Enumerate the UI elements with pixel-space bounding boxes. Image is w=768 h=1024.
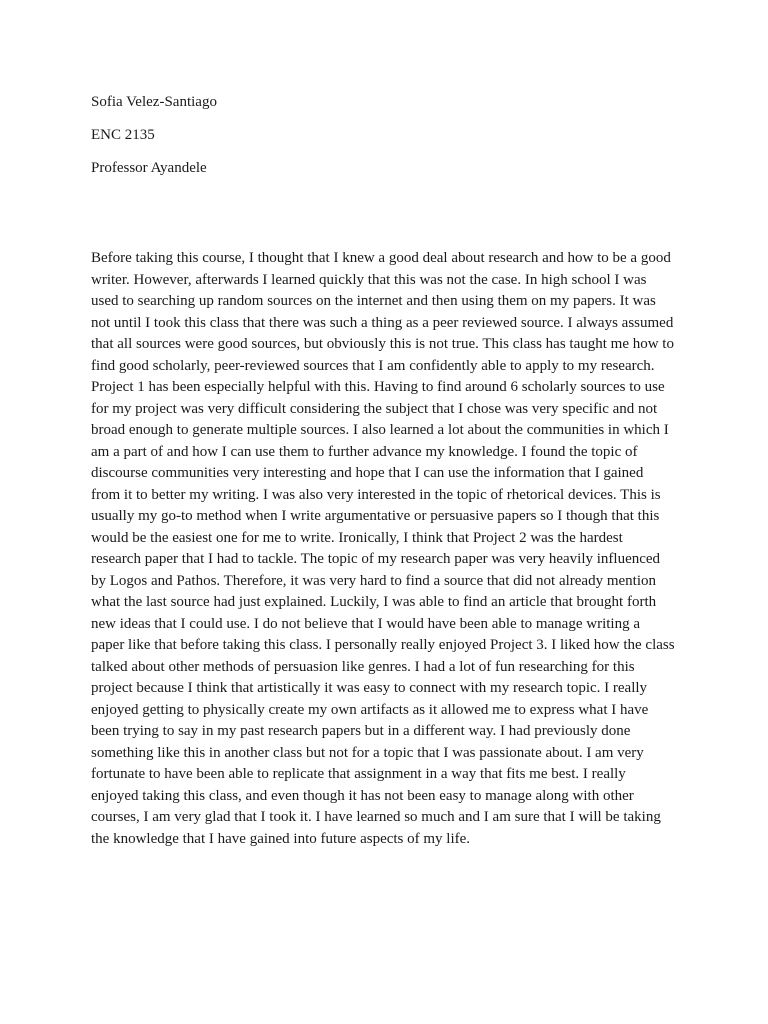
essay-line: Project 1 has been especially helpful with this. Having to find around 6 scholarly sources to use xyxy=(91,379,665,395)
essay-line: not until I took this class that there was such a thing as a peer reviewed source. I always assumed xyxy=(91,314,674,331)
essay-line: something like this in another class but not for a topic that I was passionate about. I am very xyxy=(91,744,644,761)
document-header xyxy=(91,94,217,193)
essay-line: am a part of and how I can use them to further advance my knowledge. I found the topic of xyxy=(91,443,638,460)
essay-line: used to searching up random sources on the internet and then using them on my papers. It was xyxy=(91,293,656,309)
essay-line: from it to better my writing. I was also very interested in the topic of rhetorical devices. This is xyxy=(91,486,661,503)
author-name: Sofia Velez-Santiago xyxy=(91,94,217,110)
essay-line: that all sources were good sources, but obviously this is not true. This class has taught me how to xyxy=(91,336,674,352)
essay-line: what the last source had just explained. Luckily, I was able to find an article that brought forth xyxy=(91,594,657,610)
essay-line: Before taking this course, I thought that I knew a good deal about research and how to be a good xyxy=(91,250,671,266)
essay-line: enjoyed taking this class, and even though it has not been easy to manage along with other xyxy=(91,787,634,804)
essay-line: writer. However, afterwards I learned quickly that this was not the case. In high school I was xyxy=(91,271,647,288)
essay-line: new ideas that I could use. I do not believe that I would have been able to manage writing a xyxy=(91,615,640,632)
essay-line: project because I think that artistically it was easy to connect with my research topic. I really xyxy=(91,680,648,696)
essay-line: find good scholarly, peer-reviewed sources that I am confidently able to apply to my research. xyxy=(91,357,655,374)
essay-line: talked about other methods of persuasion like genres. I had a lot of fun researching for this xyxy=(91,658,635,675)
essay-line: usually my go-to method when I write argumentative or persuasive papers so I though that this xyxy=(91,508,660,524)
professor-name: Professor Ayandele xyxy=(91,160,207,176)
essay-line: would be the easiest one for me to write. Ironically, I think that Project 2 was the hardest xyxy=(91,529,623,546)
essay-line: discourse communities very interesting and hope that I can use the information that I gained xyxy=(91,465,644,481)
essay-line: broad enough to generate multiple sources. I also learned a lot about the communities in which I xyxy=(91,422,669,438)
essay-line: courses, I am very glad that I took it. I have learned so much and I am sure that I will be taking xyxy=(91,809,661,825)
essay-line: for my project was very difficult considering the subject that I chose was very specific and not xyxy=(91,400,658,417)
essay-line: enjoyed getting to physically create my own artifacts as it allowed me to express what I have xyxy=(91,701,649,718)
essay-line: by Logos and Pathos. Therefore, it was very hard to find a source that did not already mention xyxy=(91,572,656,589)
essay-line: been trying to say in my past research papers but in a different way. I had previously done xyxy=(91,723,631,739)
essay-body xyxy=(91,248,691,850)
essay-line: research paper that I had to tackle. The topic of my research paper was very heavily influenced xyxy=(91,551,661,567)
essay-line: paper like that before taking this class. I personally really enjoyed Project 3. I liked how the class xyxy=(91,637,675,653)
course-code: ENC 2135 xyxy=(91,127,155,143)
essay-line: fortunate to have been able to replicate that assignment in a way that fits me best. I really xyxy=(91,766,626,782)
essay-line: the knowledge that I have gained into future aspects of my life. xyxy=(91,830,471,847)
